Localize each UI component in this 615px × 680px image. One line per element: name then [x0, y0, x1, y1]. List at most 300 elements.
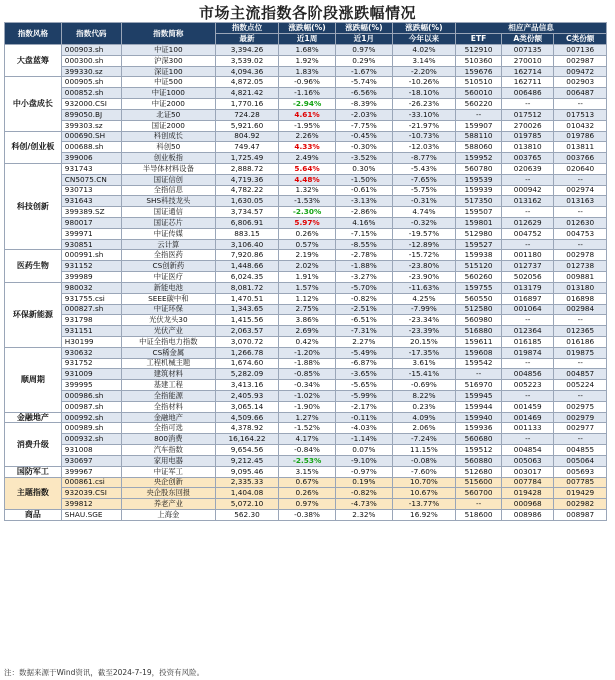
table-row: [5, 401, 607, 412]
c-share-code-cell: 002987: [554, 55, 607, 66]
c-share-code-cell: 002975: [554, 401, 607, 412]
change-1w-cell: 2.75%: [279, 304, 336, 315]
index-code-cell: 399967: [61, 466, 121, 477]
etf-code-cell: 560260: [456, 272, 502, 283]
change-1w-cell: 2.19%: [279, 250, 336, 261]
change-ytd-cell: -12.03%: [392, 142, 455, 153]
etf-code-cell: 517350: [456, 196, 502, 207]
etf-code-cell: 159940: [456, 412, 502, 423]
index-name-cell: 国证芯片: [121, 218, 215, 229]
index-name-cell: 基建工程: [121, 380, 215, 391]
change-ytd-cell: -7.60%: [392, 466, 455, 477]
change-ytd-cell: 16.92%: [392, 509, 455, 520]
table-row: [5, 347, 607, 358]
category-cell: 商品: [5, 509, 62, 520]
etf-code-cell: 516880: [456, 326, 502, 337]
change-ytd-cell: -13.77%: [392, 499, 455, 510]
index-code-cell: 931009: [61, 369, 121, 380]
etf-code-cell: 159539: [456, 174, 502, 185]
a-share-code-cell: --: [502, 434, 554, 445]
a-share-code-cell: 019785: [502, 131, 554, 142]
change-1w-cell: 1.32%: [279, 185, 336, 196]
change-1w-cell: 4.61%: [279, 109, 336, 120]
a-share-code-cell: 013810: [502, 142, 554, 153]
index-level-cell: 9,212.45: [215, 455, 278, 466]
subheader-1w: 近1周: [279, 34, 336, 45]
category-cell: 金融地产: [5, 412, 62, 423]
index-code-cell: 000903.sh: [61, 45, 121, 56]
etf-code-cell: 159755: [456, 282, 502, 293]
c-share-code-cell: 012365: [554, 326, 607, 337]
index-level-cell: 1,674.60: [215, 358, 278, 369]
c-share-code-cell: 020640: [554, 163, 607, 174]
a-share-code-cell: 001180: [502, 250, 554, 261]
index-level-cell: 6,024.35: [215, 272, 278, 283]
change-1w-cell: 1.83%: [279, 66, 336, 77]
index-code-cell: 931151: [61, 326, 121, 337]
change-ytd-cell: -5.43%: [392, 163, 455, 174]
etf-code-cell: 512680: [456, 466, 502, 477]
index-level-cell: 1,415.56: [215, 315, 278, 326]
change-ytd-cell: 4.25%: [392, 293, 455, 304]
change-1m-cell: 0.19%: [335, 477, 392, 488]
c-share-code-cell: 012630: [554, 218, 607, 229]
index-name-cell: 云计算: [121, 239, 215, 250]
subheader-ytd: 今年以来: [392, 34, 455, 45]
header-products: 相应产品信息: [456, 23, 607, 34]
index-code-cell: 931798: [61, 315, 121, 326]
change-1m-cell: -3.52%: [335, 153, 392, 164]
table-row: [5, 369, 607, 380]
change-ytd-cell: -0.08%: [392, 455, 455, 466]
a-share-code-cell: 017512: [502, 109, 554, 120]
table-body: [5, 45, 607, 521]
index-name-cell: SEEE碳中和: [121, 293, 215, 304]
change-1m-cell: 2.32%: [335, 509, 392, 520]
etf-code-cell: 159676: [456, 66, 502, 77]
c-share-code-cell: 002984: [554, 304, 607, 315]
category-cell: 科技创新: [5, 163, 62, 250]
c-share-code-cell: 004855: [554, 445, 607, 456]
etf-code-cell: 588110: [456, 131, 502, 142]
change-1w-cell: 0.57%: [279, 239, 336, 250]
change-1m-cell: -6.87%: [335, 358, 392, 369]
change-1w-cell: -1.52%: [279, 423, 336, 434]
change-1w-cell: 0.97%: [279, 499, 336, 510]
c-share-code-cell: --: [554, 239, 607, 250]
change-ytd-cell: -23.80%: [392, 261, 455, 272]
c-share-code-cell: --: [554, 391, 607, 402]
a-share-code-cell: 003017: [502, 466, 554, 477]
index-level-cell: 4,719.36: [215, 174, 278, 185]
c-share-code-cell: --: [554, 358, 607, 369]
table-row: [5, 477, 607, 488]
subheader-1m: 近1月: [335, 34, 392, 45]
index-level-cell: 3,065.14: [215, 401, 278, 412]
index-name-cell: 北证50: [121, 109, 215, 120]
change-1m-cell: -1.50%: [335, 174, 392, 185]
a-share-code-cell: 004854: [502, 445, 554, 456]
change-1m-cell: -7.15%: [335, 228, 392, 239]
index-code-cell: 931743: [61, 163, 121, 174]
etf-code-cell: --: [456, 369, 502, 380]
change-ytd-cell: -17.35%: [392, 347, 455, 358]
index-level-cell: 1,266.78: [215, 347, 278, 358]
a-share-code-cell: 020639: [502, 163, 554, 174]
c-share-code-cell: --: [554, 99, 607, 110]
index-name-cell: 深证100: [121, 66, 215, 77]
change-1m-cell: -8.39%: [335, 99, 392, 110]
index-performance-table: [4, 22, 607, 521]
c-share-code-cell: 007136: [554, 45, 607, 56]
index-name-cell: 全指能源: [121, 391, 215, 402]
index-name-cell: CS稀金属: [121, 347, 215, 358]
change-ytd-cell: -33.10%: [392, 109, 455, 120]
index-name-cell: 中证医疗: [121, 272, 215, 283]
index-level-cell: 3,070.72: [215, 336, 278, 347]
index-name-cell: 工程机械主题: [121, 358, 215, 369]
change-1m-cell: -2.78%: [335, 250, 392, 261]
change-1m-cell: -1.88%: [335, 261, 392, 272]
index-code-cell: H30199: [61, 336, 121, 347]
a-share-code-cell: 004752: [502, 228, 554, 239]
index-name-cell: 光伏龙头30: [121, 315, 215, 326]
table-row: [5, 55, 607, 66]
c-share-code-cell: --: [554, 434, 607, 445]
table-row: [5, 228, 607, 239]
change-ytd-cell: -7.24%: [392, 434, 455, 445]
c-share-code-cell: 010432: [554, 120, 607, 131]
header-level: 指数点位: [215, 23, 278, 34]
table-row: [5, 66, 607, 77]
change-1w-cell: 2.26%: [279, 131, 336, 142]
change-ytd-cell: -12.89%: [392, 239, 455, 250]
change-1w-cell: 0.26%: [279, 228, 336, 239]
table-row: [5, 380, 607, 391]
a-share-code-cell: 000942: [502, 185, 554, 196]
table-row: [5, 131, 607, 142]
change-1w-cell: -0.38%: [279, 509, 336, 520]
a-share-code-cell: 270026: [502, 120, 554, 131]
change-ytd-cell: -23.90%: [392, 272, 455, 283]
a-share-code-cell: 001064: [502, 304, 554, 315]
index-level-cell: 3,106.40: [215, 239, 278, 250]
index-name-cell: 中证传媒: [121, 228, 215, 239]
index-name-cell: 央企股东回报: [121, 488, 215, 499]
index-code-cell: 000986.sh: [61, 391, 121, 402]
subheader-c-share: C类份额: [554, 34, 607, 45]
index-code-cell: SHAU.SGE: [61, 509, 121, 520]
index-code-cell: 980017: [61, 218, 121, 229]
etf-code-cell: 159944: [456, 401, 502, 412]
a-share-code-cell: 005223: [502, 380, 554, 391]
index-name-cell: 中证100: [121, 45, 215, 56]
index-level-cell: 562.30: [215, 509, 278, 520]
a-share-code-cell: 007135: [502, 45, 554, 56]
change-1m-cell: -0.82%: [335, 488, 392, 499]
category-cell: 主题指数: [5, 477, 62, 509]
change-1m-cell: -3.27%: [335, 272, 392, 283]
change-ytd-cell: 3.61%: [392, 358, 455, 369]
c-share-code-cell: 009472: [554, 66, 607, 77]
change-1m-cell: 0.29%: [335, 55, 392, 66]
table-row: [5, 207, 607, 218]
c-share-code-cell: --: [554, 207, 607, 218]
table-row: [5, 293, 607, 304]
table-row: [5, 434, 607, 445]
etf-code-cell: 159611: [456, 336, 502, 347]
header-change-1m: 涨跌幅(%): [335, 23, 392, 34]
subheader-latest: 最新: [215, 34, 278, 45]
index-name-cell: 中证环保: [121, 304, 215, 315]
index-code-cell: 399989: [61, 272, 121, 283]
change-ytd-cell: 3.14%: [392, 55, 455, 66]
index-level-cell: 724.28: [215, 109, 278, 120]
index-code-cell: 000300.sh: [61, 55, 121, 66]
index-code-cell: 000989.sh: [61, 423, 121, 434]
change-1w-cell: -1.88%: [279, 358, 336, 369]
change-1w-cell: 1.57%: [279, 282, 336, 293]
index-name-cell: CS创新药: [121, 261, 215, 272]
index-level-cell: 749.47: [215, 142, 278, 153]
change-1m-cell: -0.11%: [335, 412, 392, 423]
c-share-code-cell: 008987: [554, 509, 607, 520]
index-level-cell: 1,343.65: [215, 304, 278, 315]
index-code-cell: CN5075.CN: [61, 174, 121, 185]
header-change-1w: 涨跌幅(%): [279, 23, 336, 34]
change-ytd-cell: -18.10%: [392, 88, 455, 99]
etf-code-cell: 159936: [456, 423, 502, 434]
change-1w-cell: 0.26%: [279, 488, 336, 499]
index-level-cell: 9,654.56: [215, 445, 278, 456]
table-row: [5, 250, 607, 261]
change-1w-cell: 2.69%: [279, 326, 336, 337]
change-1m-cell: -3.13%: [335, 196, 392, 207]
c-share-code-cell: 002903: [554, 77, 607, 88]
change-1w-cell: -0.84%: [279, 445, 336, 456]
change-ytd-cell: -10.26%: [392, 77, 455, 88]
etf-code-cell: 518600: [456, 509, 502, 520]
change-1m-cell: -2.86%: [335, 207, 392, 218]
index-code-cell: 931755.csi: [61, 293, 121, 304]
category-cell: 消费升级: [5, 423, 62, 466]
change-1w-cell: 4.48%: [279, 174, 336, 185]
change-1w-cell: 1.27%: [279, 412, 336, 423]
table-row: [5, 412, 607, 423]
change-1m-cell: -5.99%: [335, 391, 392, 402]
index-name-cell: 中证500: [121, 77, 215, 88]
table-row: [5, 455, 607, 466]
etf-code-cell: --: [456, 499, 502, 510]
c-share-code-cell: --: [554, 174, 607, 185]
index-code-cell: 399006: [61, 153, 121, 164]
index-level-cell: 4,872.05: [215, 77, 278, 88]
c-share-code-cell: 002974: [554, 185, 607, 196]
index-name-cell: 汽车指数: [121, 445, 215, 456]
index-name-cell: 沪深300: [121, 55, 215, 66]
change-ytd-cell: -7.65%: [392, 174, 455, 185]
index-level-cell: 3,413.16: [215, 380, 278, 391]
table-row: [5, 196, 607, 207]
change-1m-cell: -0.82%: [335, 293, 392, 304]
index-level-cell: 804.92: [215, 131, 278, 142]
c-share-code-cell: 009881: [554, 272, 607, 283]
etf-code-cell: 510360: [456, 55, 502, 66]
index-code-cell: 000991.sh: [61, 250, 121, 261]
category-cell: 医药生物: [5, 250, 62, 282]
etf-code-cell: 512980: [456, 228, 502, 239]
change-ytd-cell: -0.69%: [392, 380, 455, 391]
table-row: [5, 391, 607, 402]
change-ytd-cell: 2.06%: [392, 423, 455, 434]
index-level-cell: 3,734.57: [215, 207, 278, 218]
change-1w-cell: -1.95%: [279, 120, 336, 131]
index-code-cell: 932000.CSI: [61, 99, 121, 110]
index-level-cell: 16,164.22: [215, 434, 278, 445]
index-code-cell: 930851: [61, 239, 121, 250]
etf-code-cell: 560220: [456, 99, 502, 110]
index-level-cell: 5,072.10: [215, 499, 278, 510]
change-ytd-cell: -15.41%: [392, 369, 455, 380]
etf-code-cell: 560010: [456, 88, 502, 99]
a-share-code-cell: 162711: [502, 77, 554, 88]
etf-code-cell: 159952: [456, 153, 502, 164]
change-1w-cell: 5.97%: [279, 218, 336, 229]
table-row: [5, 120, 607, 131]
index-level-cell: 1,448.66: [215, 261, 278, 272]
a-share-code-cell: --: [502, 358, 554, 369]
change-1w-cell: -2.30%: [279, 207, 336, 218]
index-name-cell: 养老产业: [121, 499, 215, 510]
table-row: [5, 272, 607, 283]
change-1m-cell: -0.61%: [335, 185, 392, 196]
change-ytd-cell: 4.02%: [392, 45, 455, 56]
change-1w-cell: -1.90%: [279, 401, 336, 412]
c-share-code-cell: 002982: [554, 499, 607, 510]
change-ytd-cell: -8.77%: [392, 153, 455, 164]
index-code-cell: 399389.SZ: [61, 207, 121, 218]
change-1w-cell: 2.02%: [279, 261, 336, 272]
index-name-cell: 800消费: [121, 434, 215, 445]
index-code-cell: 000932.sh: [61, 434, 121, 445]
etf-code-cell: 159907: [456, 120, 502, 131]
change-ytd-cell: -7.99%: [392, 304, 455, 315]
category-cell: 环保新能源: [5, 282, 62, 347]
change-ytd-cell: -5.75%: [392, 185, 455, 196]
a-share-code-cell: 008986: [502, 509, 554, 520]
a-share-code-cell: --: [502, 391, 554, 402]
index-name-cell: 全指医药: [121, 250, 215, 261]
index-level-cell: 1,630.05: [215, 196, 278, 207]
index-code-cell: 930697: [61, 455, 121, 466]
index-level-cell: 2,888.72: [215, 163, 278, 174]
change-1m-cell: 0.30%: [335, 163, 392, 174]
a-share-code-cell: 001469: [502, 412, 554, 423]
change-1m-cell: -0.45%: [335, 131, 392, 142]
category-cell: 国防军工: [5, 466, 62, 477]
etf-code-cell: 159938: [456, 250, 502, 261]
etf-code-cell: 159608: [456, 347, 502, 358]
index-code-cell: 399812: [61, 499, 121, 510]
change-1m-cell: 2.27%: [335, 336, 392, 347]
a-share-code-cell: 019428: [502, 488, 554, 499]
table-row: [5, 488, 607, 499]
change-1w-cell: 0.67%: [279, 477, 336, 488]
c-share-code-cell: 016898: [554, 293, 607, 304]
index-name-cell: 半导体材料设备: [121, 163, 215, 174]
index-name-cell: 光伏产业: [121, 326, 215, 337]
c-share-code-cell: 013811: [554, 142, 607, 153]
change-ytd-cell: -23.34%: [392, 315, 455, 326]
change-ytd-cell: -0.32%: [392, 218, 455, 229]
change-1w-cell: 2.49%: [279, 153, 336, 164]
index-level-cell: 3,539.02: [215, 55, 278, 66]
index-level-cell: 5,282.09: [215, 369, 278, 380]
c-share-code-cell: 019429: [554, 488, 607, 499]
change-1w-cell: -2.94%: [279, 99, 336, 110]
table-row: [5, 218, 607, 229]
index-code-cell: 399330.sz: [61, 66, 121, 77]
a-share-code-cell: 001459: [502, 401, 554, 412]
index-level-cell: 2,063.57: [215, 326, 278, 337]
change-ytd-cell: 0.23%: [392, 401, 455, 412]
change-1m-cell: -5.65%: [335, 380, 392, 391]
table-row: [5, 261, 607, 272]
index-name-cell: 上海金: [121, 509, 215, 520]
index-name-cell: 中证2000: [121, 99, 215, 110]
etf-code-cell: 159945: [456, 391, 502, 402]
index-level-cell: 9,095.46: [215, 466, 278, 477]
subheader-etf: ETF: [456, 34, 502, 45]
index-code-cell: 399995: [61, 380, 121, 391]
index-level-cell: 8,081.72: [215, 282, 278, 293]
change-1m-cell: -1.67%: [335, 66, 392, 77]
c-share-code-cell: --: [554, 315, 607, 326]
index-code-cell: 899050.BJ: [61, 109, 121, 120]
change-1m-cell: -2.17%: [335, 401, 392, 412]
change-1m-cell: -0.97%: [335, 466, 392, 477]
a-share-code-cell: 007784: [502, 477, 554, 488]
index-code-cell: 000992.sh: [61, 412, 121, 423]
change-1m-cell: -6.51%: [335, 315, 392, 326]
index-name-cell: 科创50: [121, 142, 215, 153]
table-row: [5, 336, 607, 347]
etf-code-cell: --: [456, 109, 502, 120]
index-name-cell: 全指材料: [121, 401, 215, 412]
index-code-cell: 399303.sz: [61, 120, 121, 131]
a-share-code-cell: --: [502, 239, 554, 250]
change-1m-cell: -4.03%: [335, 423, 392, 434]
etf-code-cell: 516970: [456, 380, 502, 391]
a-share-code-cell: 016897: [502, 293, 554, 304]
a-share-code-cell: 012629: [502, 218, 554, 229]
table-row: [5, 304, 607, 315]
a-share-code-cell: 013179: [502, 282, 554, 293]
c-share-code-cell: 016186: [554, 336, 607, 347]
change-1m-cell: -5.70%: [335, 282, 392, 293]
index-code-cell: 000690.SH: [61, 131, 121, 142]
index-code-cell: 930713: [61, 185, 121, 196]
table-row: [5, 185, 607, 196]
table-row: [5, 163, 607, 174]
c-share-code-cell: 002978: [554, 250, 607, 261]
change-1m-cell: -3.65%: [335, 369, 392, 380]
change-1m-cell: -7.75%: [335, 120, 392, 131]
change-1w-cell: -0.34%: [279, 380, 336, 391]
a-share-code-cell: --: [502, 174, 554, 185]
etf-code-cell: 515120: [456, 261, 502, 272]
c-share-code-cell: 013163: [554, 196, 607, 207]
